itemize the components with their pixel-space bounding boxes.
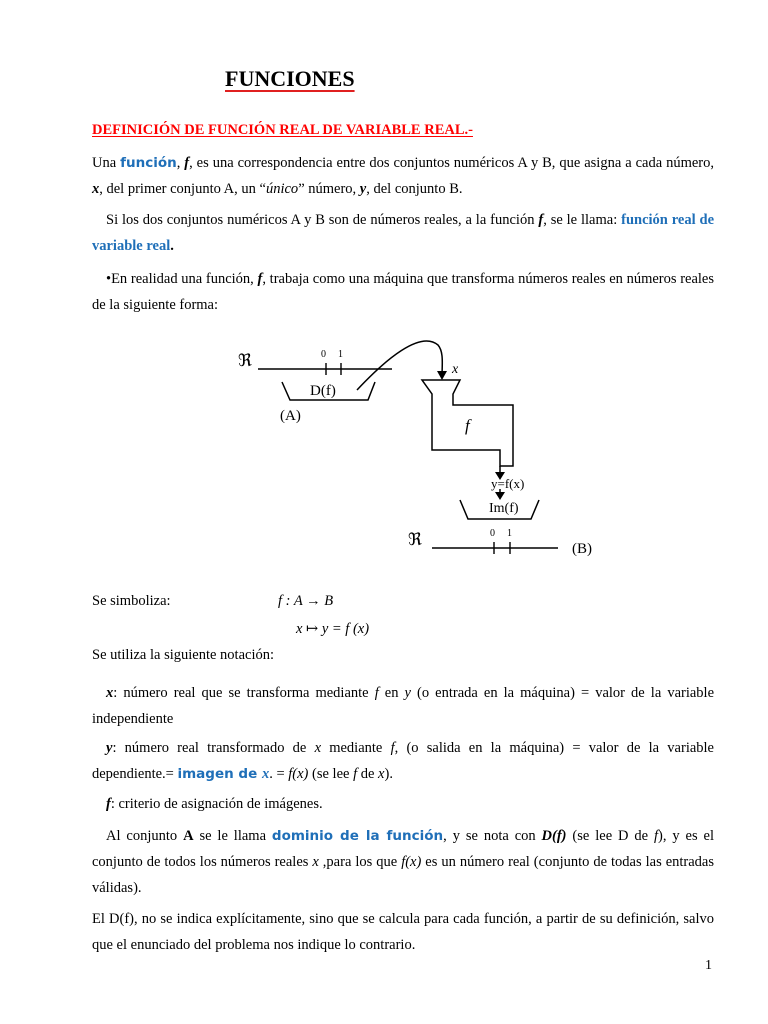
symbol-x: x — [378, 766, 385, 782]
symbol-A: A — [183, 828, 194, 844]
text-run: , (o salida en la máquina) = valor de la variable dependiente.= — [92, 740, 714, 782]
input-arrow — [357, 341, 442, 390]
symbol-f: f — [374, 685, 379, 701]
tick-label-1-a: 1 — [338, 349, 343, 360]
page-title: FUNCIONES — [225, 66, 355, 91]
text-run: ” número, — [298, 181, 360, 197]
symbol-y: y — [106, 740, 113, 756]
symbol-f: f — [390, 740, 395, 756]
symbol-f: f — [106, 796, 111, 812]
tick-label-1-b: 1 — [507, 528, 512, 539]
text-run: , se le llama: — [543, 212, 622, 228]
real-numbers-symbol-a: ℜ — [238, 351, 252, 370]
text-run: (se lee — [308, 766, 354, 782]
symbol-f: f — [353, 766, 358, 782]
output-arrowhead-2 — [495, 492, 505, 500]
symbol-x: x — [92, 181, 100, 197]
real-numbers-symbol-b: ℜ — [408, 530, 422, 549]
text-run: , del conjunto B. — [366, 181, 463, 197]
output-label: y=f(x) — [491, 476, 525, 491]
set-a-label: (A) — [280, 408, 301, 424]
symbol-f: f — [538, 212, 544, 228]
text-run: : criterio de asignación de imágenes. — [110, 796, 323, 812]
text-run: , trabaja como una máquina que transforma números reales en números reales de la siguiente forma: — [92, 271, 715, 313]
definition-paragraph — [92, 150, 714, 202]
text-run: : número real transformado de — [112, 740, 315, 756]
tick-label-0-b: 0 — [490, 528, 495, 539]
image-label: Im(f) — [489, 501, 519, 516]
notation-x — [92, 680, 714, 732]
term-imagen: imagen de — [177, 766, 262, 782]
text-run: , y se nota con — [443, 828, 542, 844]
text-run: (o entrada en la máquina) = valor de la variable independiente — [92, 685, 715, 727]
symbolize-label: Se simboliza: — [92, 593, 171, 609]
text-run: Una — [92, 155, 121, 171]
domain-label: D(f) — [310, 383, 336, 399]
notation-assignment: x ↦ y = f (x) — [296, 621, 370, 637]
text-run: en — [378, 685, 405, 701]
input-x-label: x — [452, 362, 459, 377]
bullet: • — [106, 271, 112, 287]
text-run: , del primer conjunto A, un “ — [99, 181, 266, 197]
text-run: mediante — [321, 740, 391, 756]
term-imagen-x: x — [261, 766, 270, 782]
symbol-f: f — [184, 155, 190, 171]
machine-paragraph — [92, 266, 714, 318]
text-run: de — [357, 766, 379, 782]
text-run: se le llama — [193, 828, 272, 844]
domain-paragraph — [92, 823, 714, 901]
notation-intro: Se utiliza la siguiente notación: — [92, 647, 275, 663]
symbol-x: x — [312, 854, 319, 870]
text-run: (se lee D de — [566, 828, 654, 844]
set-b-label: (B) — [572, 541, 592, 557]
text-run: Al conjunto — [106, 828, 184, 844]
text-run: , — [176, 155, 185, 171]
notation-mapping: f : A → B — [278, 593, 334, 609]
symbol-fx: f(x) — [288, 766, 309, 782]
real-function-paragraph — [92, 207, 714, 259]
tick-label-0-a: 0 — [321, 349, 326, 360]
term-dominio: dominio de la función — [271, 828, 444, 844]
text-run: : número real que se transforma mediante — [113, 685, 375, 701]
function-machine-diagram — [0, 335, 768, 570]
text-run: En realidad una función, — [111, 271, 258, 287]
closing-paragraph: El D(f), no se indica explícitamente, sino que se calcula para cada función, a partir de su definición, salvo que el enunciado del problema nos indique lo contrario. — [92, 911, 714, 953]
symbol-f: f — [654, 828, 659, 844]
text-run: es un número real (conjunto de todas las entradas válidas). — [92, 854, 714, 896]
word-unico: único — [265, 181, 299, 197]
term-funcion: función — [120, 155, 177, 171]
text-run: Si los dos conjuntos numéricos A y B son de números reales, a la función — [106, 212, 539, 228]
text-run: ), y es el conjunto de todos los números reales — [92, 828, 714, 870]
text-run: . = — [269, 766, 289, 782]
notation-f — [92, 791, 714, 817]
text-run: ,para los que — [318, 854, 402, 870]
term-funcion-real: función real de variable real — [92, 212, 715, 254]
symbol-x: x — [106, 685, 114, 701]
text-run: , es una correspondencia entre dos conjuntos numéricos A y B, que asigna a cada número, — [189, 155, 714, 171]
symbol-y: y — [404, 685, 411, 701]
symbol-x: x — [314, 740, 321, 756]
section-heading: DEFINICIÓN DE FUNCIÓN REAL DE VARIABLE REAL.- — [92, 122, 473, 138]
machine-f-label: f — [465, 416, 470, 435]
symbol-f: f — [257, 271, 263, 287]
text-run: . — [170, 238, 174, 254]
symbol-y: y — [359, 181, 367, 197]
page-number: 1 — [705, 958, 712, 973]
text-run: ). — [384, 766, 393, 782]
symbol-fx: f(x) — [401, 854, 422, 870]
input-arrowhead — [437, 371, 447, 380]
notation-y — [92, 735, 714, 787]
symbol-Df: D(f) — [541, 828, 567, 844]
